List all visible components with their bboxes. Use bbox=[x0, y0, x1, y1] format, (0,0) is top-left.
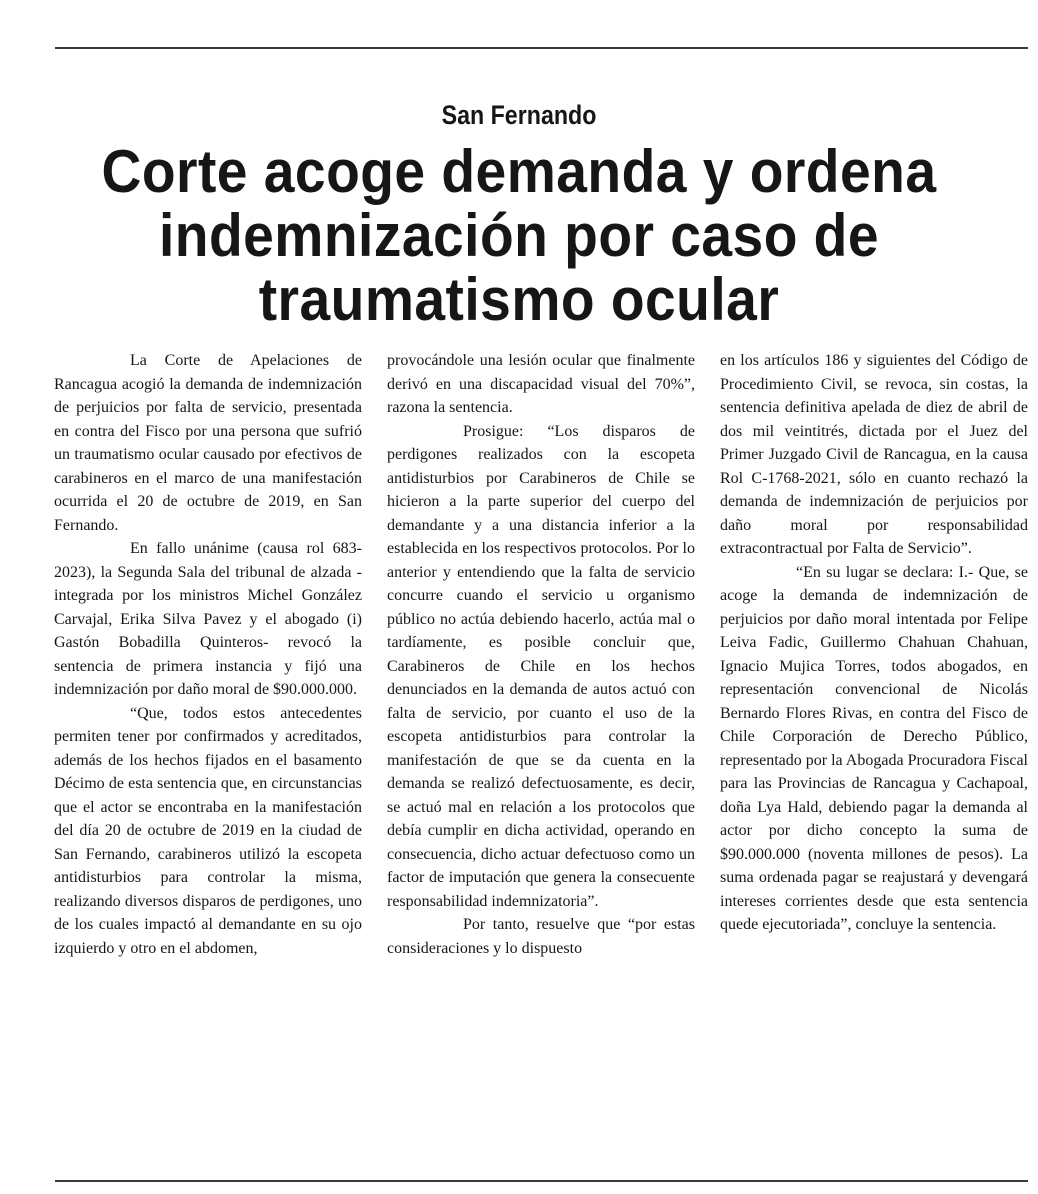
headline-line-2: indemnización por caso de bbox=[158, 202, 880, 269]
paragraph: Por tanto, resuelve que “por estas consideraciones y lo dispuesto bbox=[387, 916, 695, 957]
column-3 bbox=[720, 349, 1028, 937]
bottom-rule bbox=[55, 1180, 1028, 1182]
paragraph: “En su lugar se declara: I.- Que, se acoge la demanda de indemnización de perjuicios por daño moral intentada por Felipe Leiva Fadic, Guillermo Chahuan Chahuan, Ignacio Mujica Torres, todos abogados, en representación convencional de Nicolás Bernardo Flores Rivas, en contra del Fisco de Chile Corporación de Derecho Público, representado por la Abogada Procuradora Fiscal para las Provincias de Rancagua y Cachapoal, doña Lya Hald, debiendo pagar la demanda al actor por dicho concepto la suma de $90.000.000 (noventa millones de pesos). La suma ordenada pagar se reajustará y devengará intereses corrientes desde que esta sentencia quede ejecutoriada”, concluye la sentencia. bbox=[720, 563, 1028, 933]
headline-line-3: traumatismo ocular bbox=[258, 266, 780, 333]
column-2 bbox=[387, 349, 695, 960]
top-rule bbox=[55, 47, 1028, 49]
paragraph: Prosigue: “Los disparos de perdigones realizados con la escopeta antidisturbios por Carabineros de Chile se hicieron a la parte superior del cuerpo del demandante y a una distancia inferior a la establecida en los respectivos protocolos. Por lo anterior y entendiendo que la falta de servicio concurre cuando el servicio u organismo público no actúa debiendo hacerlo, actúa mal o tardíamente, es posible concluir que, Carabineros de Chile en los hechos denunciados en la demanda de autos actuó con falta de servicio, por cuanto el uso de la escopeta antidisturbios para controlar la manifestación de que se da cuenta en la demanda se realizó defectuosamente, es decir, se actuó mal en relación a los protocolos que debía cumplir en dicha actividad, operando en consecuencia, dicho actuar defectuoso como un factor de imputación que genera la consecuente responsabilidad indemnizatoria”. bbox=[387, 422, 695, 910]
paragraph: En fallo unánime (causa rol 683-2023), la Segunda Sala del tribunal de alzada -integrada por los ministros Michel González Carvajal, Erika Silva Pavez y el abogado (i) Gastón Bobadilla Quinteros- revocó la sentencia de primera instancia y fijó una indemnización por daño moral de $90.000.000. bbox=[54, 540, 362, 698]
paragraph: La Corte de Apelaciones de Rancagua acogió la demanda de indemnización de perjuicios por falta de servicio, presentada en contra del Fisco por una persona que sufrió un traumatismo ocular causado por efectivos de carabineros en el marco de una manifestación ocurrida el 20 de octubre de 2019, en San Fernando. bbox=[54, 352, 362, 534]
article-body bbox=[52, 349, 1032, 1169]
headline bbox=[0, 140, 1038, 332]
headline-line-1: Corte acoge demanda y ordena bbox=[101, 138, 937, 205]
paragraph-continued: provocándole una lesión ocular que finalmente derivó en una discapacidad visual del 70%”, razona la sentencia. bbox=[387, 352, 695, 416]
column-1 bbox=[54, 349, 362, 960]
section-label: San Fernando bbox=[441, 100, 597, 130]
paragraph-continued: en los artículos 186 y siguientes del Código de Procedimiento Civil, se revoca, sin costas, la sentencia definitiva apelada de diez de abril de dos mil veintitrés, dictada por el Juez del Primer Juzgado Civil de Rancagua, en la causa Rol C-1768-2021, sólo en cuanto rechazó la demanda de indemnización de perjuicios por daño moral por responsabilidad extracontractual por Falta de Servicio”. bbox=[720, 352, 1028, 557]
paragraph: “Que, todos estos antecedentes permiten tener por confirmados y acreditados, además de los hechos fijados en el basamento Décimo de esta sentencia que, en circunstancias que el actor se encontraba en la manifestación del día 20 de octubre de 2019 en la ciudad de San Fernando, carabineros utilizó la escopeta antidisturbios para controlar la misma, realizando diversos disparos de perdigones, uno de los cuales impactó al demandante en su ojo izquierdo y otro en el abdomen, bbox=[54, 704, 362, 957]
